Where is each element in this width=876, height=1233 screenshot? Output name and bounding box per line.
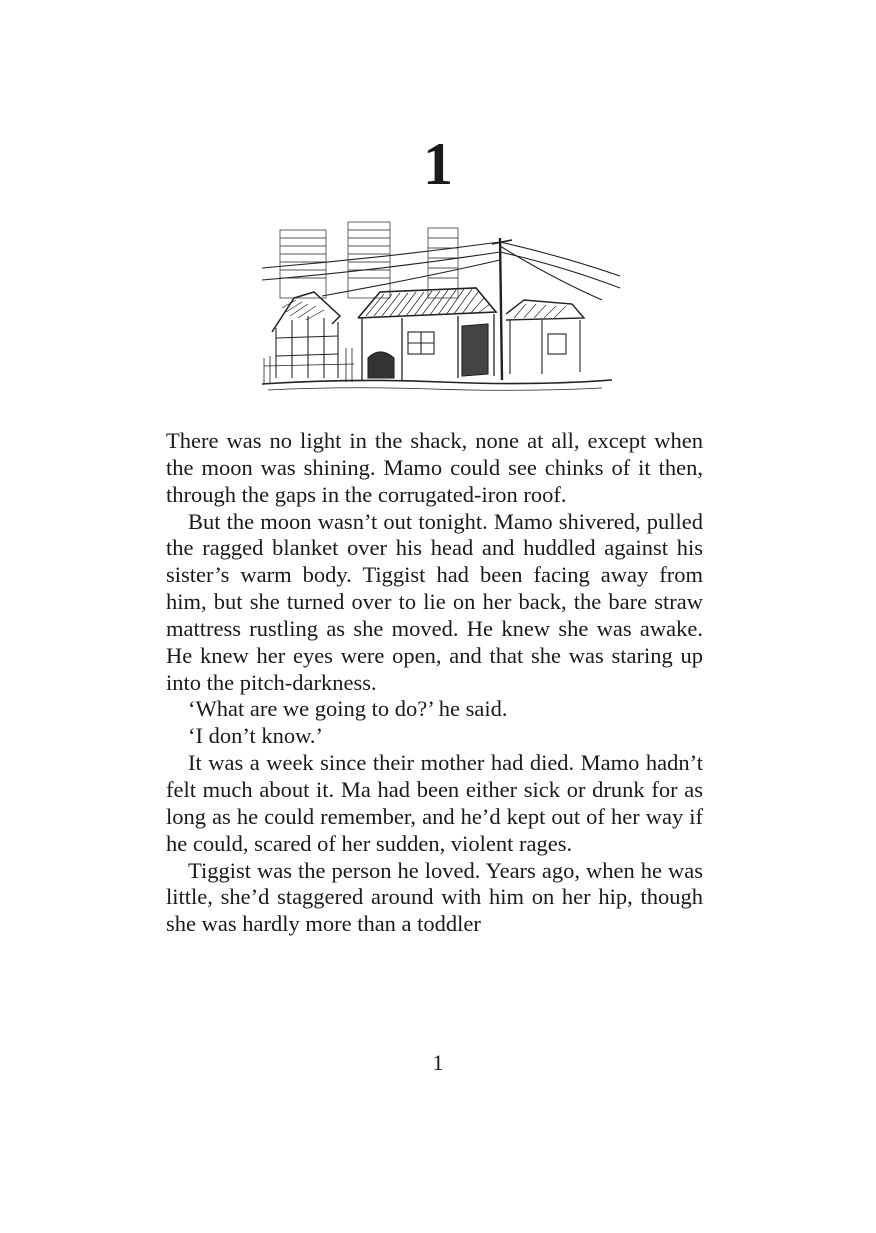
body-text <box>166 428 703 938</box>
shack-sketch-illustration <box>262 208 622 396</box>
paragraph: There was no light in the shack, none at all, except when the moon was shining. Mamo could see chinks of it then, through the gaps in the corrugated-iron roof. <box>166 428 703 507</box>
chapter-number: 1 <box>423 131 453 197</box>
paragraph: But the moon wasn’t out tonight. Mamo shivered, pulled the ragged blanket over his head and huddled against his sister’s warm body. Tiggist had been facing away from him, but she turned over to lie on her back, the bare straw mattress rustling as she moved. He knew she was awake. He knew her eyes were open, and that she was staring up into the pitch-darkness. <box>166 508 703 695</box>
paragraph: ‘I don’t know.’ <box>188 723 323 749</box>
paragraph: Tiggist was the person he loved. Years ago, when he was little, she’d staggered around with him on her hip, though she was hardly more than a toddler <box>166 857 703 937</box>
page-number: 1 <box>432 1050 444 1075</box>
paragraph: It was a week since their mother had died. Mamo hadn’t felt much about it. Ma had been either sick or drunk for as long as he could remember, and he’d kept out of her way if he could, scared of her sudden, violent rages. <box>166 750 703 856</box>
paragraph: ‘What are we going to do?’ he said. <box>188 696 508 722</box>
